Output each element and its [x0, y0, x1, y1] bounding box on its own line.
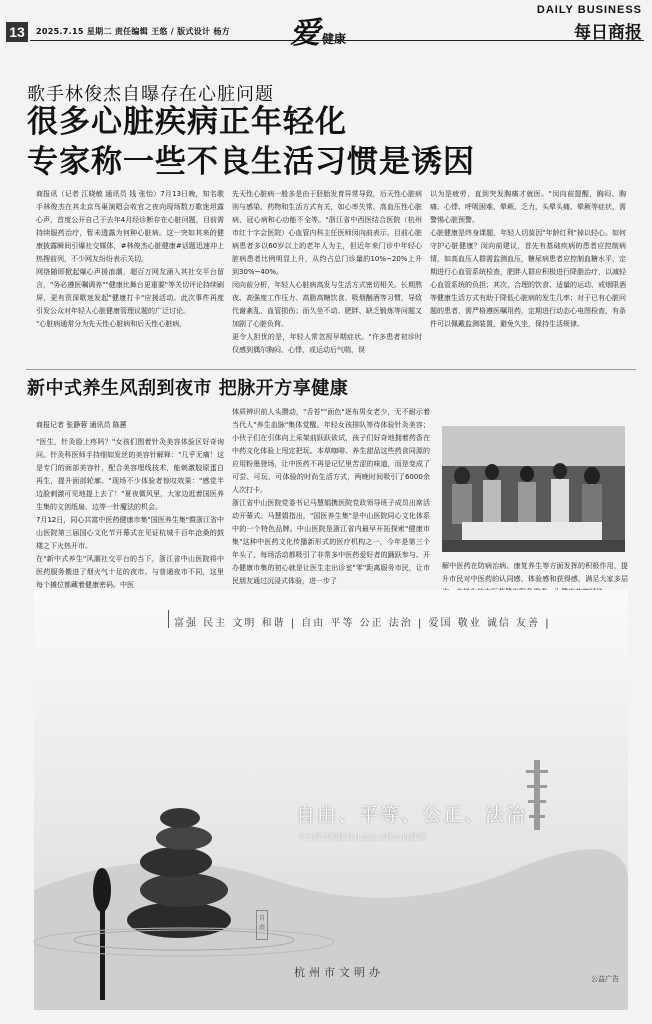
brand-english: DAILY BUSINESS [536, 4, 642, 16]
article2-column-1: "医生，针灸脸上疼吗？"女孩们围着针灸美容体验区好奇询问。针灸科医师手持细如发丝的美容针解释："几乎无痛！这是专门的面部美容针，配合美容埋线技术，能刺激胶原蛋白再生，提升面部轮廓。"现场不少体验者惊叹效果："感觉半边脸刺激可见地提上去了！"夏夜微风里，大家边逛着国医养生集的文创纸扇，边等一针魔法的机会。 7月12日，同心共富中医药健康市集"国医养生集"暨浙江省中山医院第三届国心文化节开幕式在见证杭城千百年沧桑的鼓楼之下火热开市。 在"新中式养生"风潮社交平台的当下，浙江省中山医院将中医药服务搬进了烟火气十足的夜市。与普通夜市不同，这里每个摊位都藏着健康密码。中医 [36, 438, 224, 589]
masthead [537, 4, 642, 43]
headline-line-2: 专家称一些不良生活习惯是诱因 [27, 144, 475, 180]
ad-subtitle: 大力培育和践行社会主义核心价值观 [298, 833, 426, 841]
pagoda-icon [526, 760, 548, 830]
page-header [0, 0, 652, 51]
core-values: 富强 民主 文明 和谐 | 自由 平等 公正 法治 | 爱国 敬业 诚信 友善 | [174, 618, 551, 629]
column-name: 健康 [322, 32, 347, 46]
brand-chinese: 每日商报 [574, 23, 642, 43]
article1-headline [27, 102, 475, 182]
article2-column-2: 体质辨识前人头攒动，"舌苔""面色"逐布男女老少，无不耐示着当代人"养生血脉"集体觉醒。年轻女孩排队等待体验针灸美容；小伙子们在引体向上采架前跃跃欲试，孩子们好奇地拥着药香在中药文化体验上甩定把玩。本草咖啡、养生甜品这些药食同源的应用粉墨登场，让中医药不再是记忆里苦涩的味道，而是变成了可尝、可玩、可体验的时尚生活方式，两晚时间吸引了6000余人次打卡。 浙江省中山医院党委书记马慧娟携医院党政领导班子成员出席活动开幕式。马慧娟指出，"国医养生集"是中山医院同心文化体系中的一个特色品牌。中山医院是浙江省内最早开拓探索"健康市集"这种中医药文化传播新形式的医疗机构之一，今年是第三个年头了，每场活动都吸引了非常多中医药爱好者的踊跃参与。开办健康市集的初心就是让医生走出诊室"零"距离服务市民，让市民朋友通过沉浸式体验，进一步了 [232, 408, 430, 585]
headline-line-1: 很多心脏疾病正年轻化 [27, 104, 347, 140]
ad-organization: 杭州市文明办 [294, 966, 384, 979]
ad-title: 自由、平等、公正、法治 [296, 804, 528, 826]
crowd-photo-icon [442, 426, 625, 552]
article1-column-3: 以为是疲劳，直到突发胸痛才就医。"闵向前提醒，胸闷、胸痛、心悸、呼吸困难、晕厥、乏力、头晕头痛、晕厥等症状，需警惕心脏预警。 心脏健康是终身课题，年轻人切莫因"年龄红利"掉以轻心。如何守护心脏健康？闵向前建议，首先有基础疾病的患者应控制病情，如高血压人群需监测血压，糖尿病患者应控制血糖水平，定期进行心血管系统检查，肥胖人群应积极进行降脂治疗，以减轻心血管系统的负担；其次，合理的饮食、适量的运动、戒烟限酒等健康生活方式有助于降低心脏病的发生几率；对于已有心脏问题的患者，需严格遵医嘱用药，定期进行动态心电图检查，有条件可以佩戴监测装置，避免久坐，保持生活规律。 [430, 190, 626, 328]
section-divider [26, 369, 636, 370]
column-char: 爱 [290, 16, 320, 51]
article2-headline: 新中式养生风刮到夜市 把脉开方享健康 [27, 378, 349, 399]
header-rule [30, 40, 644, 41]
issue-meta: 2025.7.15 星期二 责任编辑 王悠 / 版式设计 杨方 [36, 27, 230, 36]
article2-byline: 商报记者 张静蓉 通讯员 陈蕙 [36, 421, 127, 429]
article1-column-1: 商报讯（记者 江晓敏 通讯员 钱 张怡）7月13日晚，知名歌手林俊杰在其北京鸟巢演唱会收官之夜向现场数万歌迷坦露心声，首度公开自己于去年4月经诊断存在心脏问题，目前需持续服药治疗，暂未透露为何种心脏病。这一突如其来的健康披露瞬间引爆社交媒体，#林俊杰心脏健康#话题迅速冲上热搜前列，不少网友纷纷表示关切。 网络随即掀起爆心声援浪潮，超百万网友涌入其社交平台留言，"务必遵医嘱调养""健康比舞台更重要"等关切评论持续刷屏，更有资深歌迷发起"健康打卡"应援活动。此次事件再度引发公众对年轻人心脏健康管理议题的广泛讨论。 "心脏病通常分为先天性心脏病和后天性心脏病， [36, 190, 224, 328]
event-photo [442, 426, 625, 552]
column-logo [290, 8, 346, 52]
public-service-ad [34, 590, 628, 1010]
article1-kicker: 歌手林俊杰自曝存在心脏问题 [27, 84, 274, 105]
article1-column-2: 先天性心脏病一般多是由于胚胎发育异常导致，后天性心脏病则与感染、药物和生活方式有关，如心率失常、高血压性心脏病、冠心病和心功能不全等。"浙江省中西医结合医院（杭州市红十字会医院）心血管内科主任医师闵向前表示，目前心脏病患者多以60岁以上的老年人为主，但近年来门诊中年轻心脏病患者比例明显上升，从约占总门诊量的10%~20%上升到30%~40%。 闵向前分析，年轻人心脏病高发与生活方式密切相关。长期熬夜、高强度工作压力、高脂高糖饮食、吸烟酗酒等习惯，导致代谢紊乱、血管损伤；而久坐不动、肥胖、缺乏锻炼等问题又加剧了心脏负荷。 更令人担忧的是，年轻人常忽视早期症状。"许多患者初诊时仅感到偶尔胸闷、心悸，或运动后气喘，误 [232, 190, 422, 354]
seal-stamp: 自由 [256, 910, 268, 940]
page-number: 13 [6, 22, 28, 42]
article2-column-3: 解中医药在防病治病、康复养生等方面发挥的积极作用，提升市民对中医药的认同感、体验感和获得感，满足大家多层 [442, 562, 628, 583]
ad-tag: 公益广告 [591, 975, 619, 983]
